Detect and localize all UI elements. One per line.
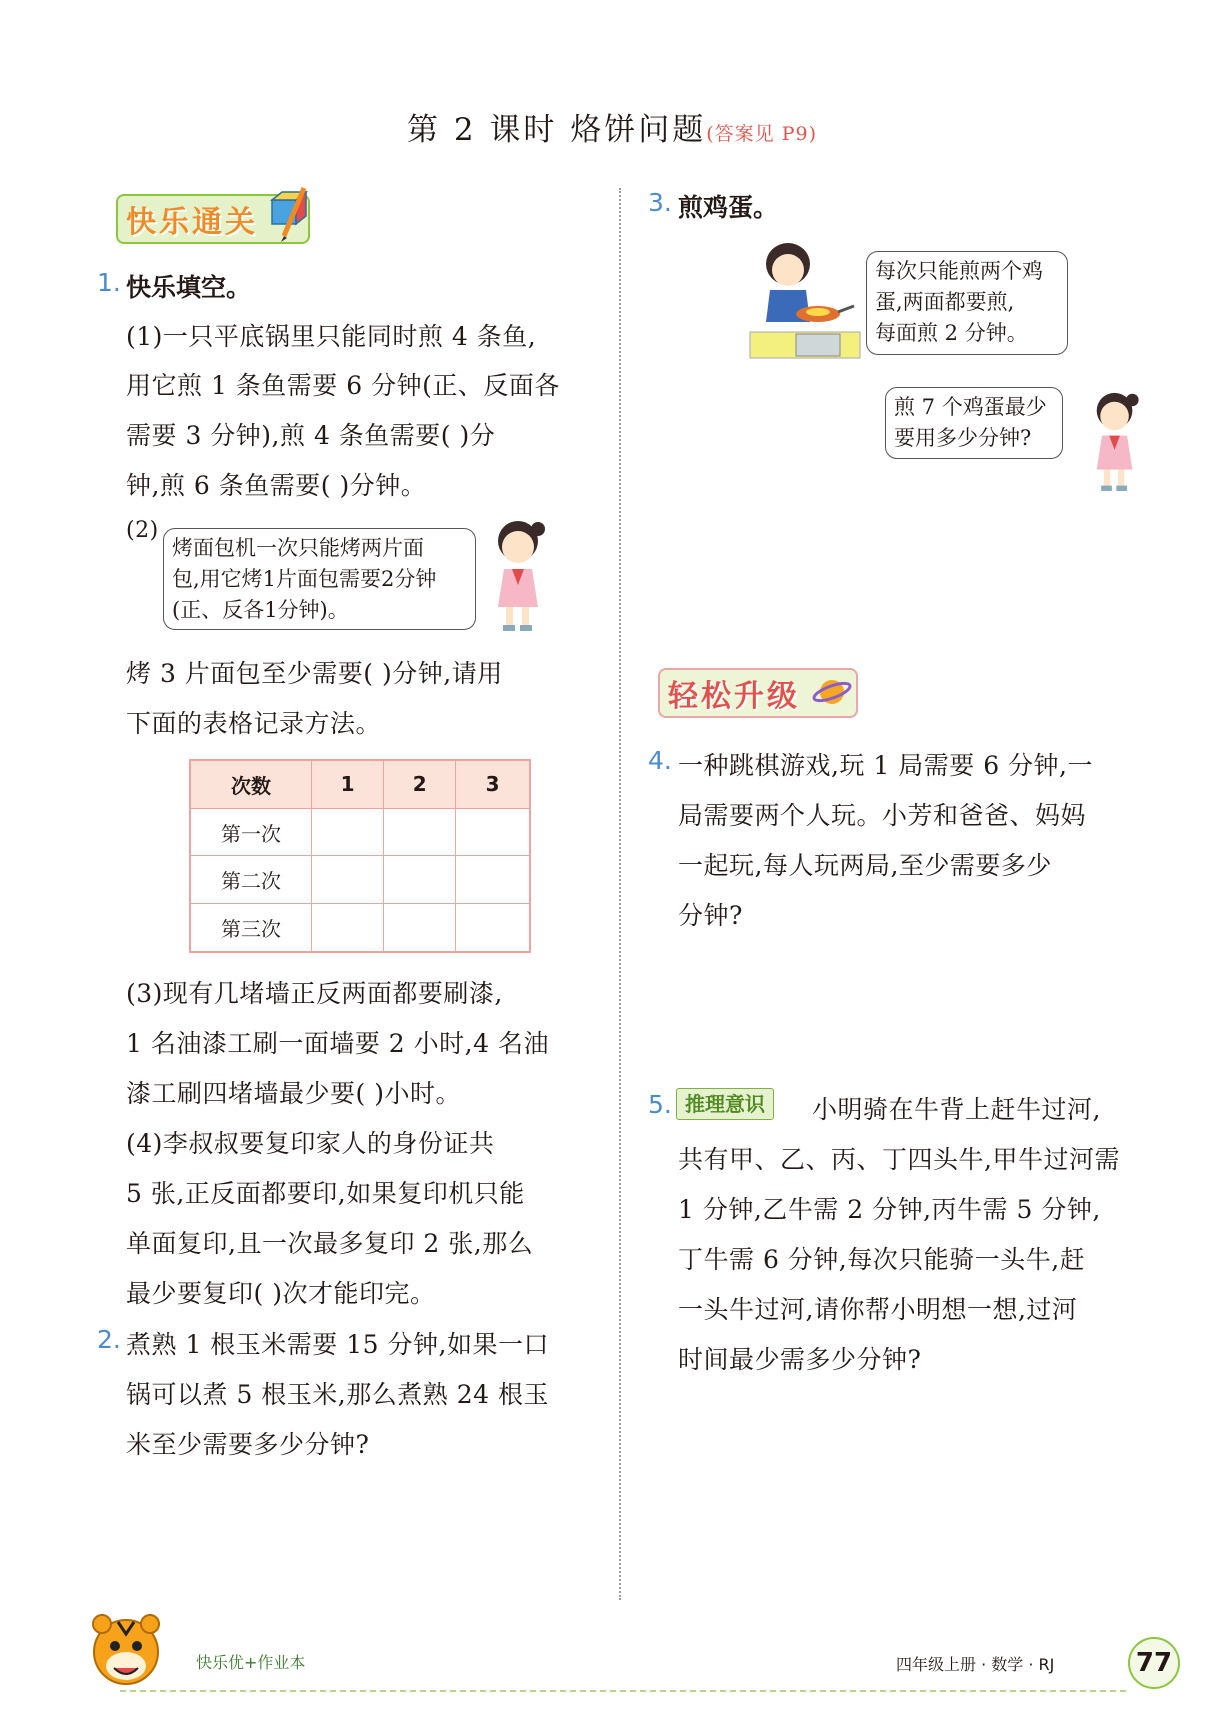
planet-icon [812, 672, 852, 712]
page-number: 77 [1128, 1637, 1180, 1689]
table-header-cell: 次数 [190, 760, 312, 808]
lesson-title: 第 2 课时 烙饼问题 [406, 112, 707, 148]
question-2-number: 2. [97, 1325, 121, 1354]
question-4-number: 4. [648, 746, 672, 775]
bubble-line-1: 烤面包机一次只能烤两片面 [172, 536, 424, 560]
table-header-row [190, 760, 530, 808]
table-row-label: 第三次 [190, 904, 312, 952]
reasoning-tag: 推理意识 [676, 1088, 774, 1120]
table-blank-cell[interactable] [312, 856, 384, 904]
q4-line-4: 分钟? [678, 901, 743, 930]
q1-part3-line-1: (3)现有几堵墙正反两面都要刷漆, [126, 979, 503, 1008]
speech-bubble-eggs-question [885, 387, 1063, 459]
section-banner-kuaile [116, 194, 310, 244]
section-banner-label: 快乐通关 [126, 205, 258, 240]
question-5-number: 5. [648, 1090, 672, 1119]
table-header-cell: 1 [312, 760, 384, 808]
section-banner-label: 轻松升级 [668, 679, 800, 714]
tiger-mascot-icon [88, 1610, 164, 1692]
table-blank-cell[interactable] [456, 808, 530, 856]
table-blank-cell[interactable] [312, 904, 384, 952]
table-blank-cell[interactable] [312, 808, 384, 856]
question-3-number: 3. [648, 188, 672, 217]
q5-line-5: 一头牛过河,请你帮小明想一想,过河 [678, 1295, 1078, 1324]
girl-illustration-icon [1086, 381, 1152, 501]
section-banner-qingsong [658, 668, 858, 718]
q1-part1-line-3: 需要 3 分钟),煎 4 条鱼需要( )分 [126, 421, 496, 450]
q1-part4-line-4: 最少要复印( )次才能印完。 [126, 1279, 436, 1308]
q2-line-3: 米至少需要多少分钟? [126, 1430, 370, 1459]
q2-line-1: 煮熟 1 根玉米需要 15 分钟,如果一口 [126, 1330, 549, 1359]
table-row-label: 第一次 [190, 808, 312, 856]
question-3-heading: 煎鸡蛋。 [678, 193, 779, 222]
girl-illustration-icon [486, 515, 560, 635]
question-1-heading: 快乐填空。 [126, 273, 252, 302]
q1-part1-line-2: 用它煎 1 条鱼需要 6 分钟(正、反面各 [126, 371, 560, 400]
q5-line-2: 共有甲、乙、丙、丁四头牛,甲牛过河需 [678, 1145, 1120, 1174]
q5-line-4: 丁牛需 6 分钟,每次只能骑一头牛,赶 [678, 1245, 1086, 1274]
toast-record-table [189, 759, 531, 953]
table-header-cell: 2 [384, 760, 456, 808]
bubble-line-2: 要用多少分钟? [894, 426, 1032, 450]
table-row [190, 808, 530, 856]
column-divider [619, 188, 621, 1600]
table-blank-cell[interactable] [384, 856, 456, 904]
bubble-line-1: 每次只能煎两个鸡 [875, 259, 1043, 283]
bubble-line-2: 蛋,两面都要煎, [875, 290, 1015, 314]
bubble-line-3: 每面煎 2 分钟。 [875, 321, 1028, 345]
speech-bubble-toaster [163, 528, 476, 630]
q5-line-1: 小明骑在牛背上赶牛过河, [812, 1095, 1101, 1124]
q1-part4-line-2: 5 张,正反面都要印,如果复印机只能 [126, 1179, 525, 1208]
q2-line-2: 锅可以煮 5 根玉米,那么煮熟 24 根玉 [126, 1380, 549, 1409]
table-blank-cell[interactable] [456, 904, 530, 952]
q5-line-3: 1 分钟,乙牛需 2 分钟,丙牛需 5 分钟, [678, 1195, 1101, 1224]
pencil-cube-icon [268, 186, 310, 242]
question-1-number: 1. [97, 268, 121, 297]
footer-book-info: 四年级上册 · 数学 · RJ [896, 1655, 1055, 1674]
q1-part1-line-4: 钟,煎 6 条鱼需要( )分钟。 [126, 471, 427, 500]
girl-cooking-eggs-icon [748, 240, 862, 362]
q1-part3-line-2: 1 名油漆工刷一面墙要 2 小时,4 名油 [126, 1029, 549, 1058]
table-blank-cell[interactable] [384, 904, 456, 952]
q1-part2-line-1: 烤 3 片面包至少需要( )分钟,请用 [126, 659, 503, 688]
q4-line-1: 一种跳棋游戏,玩 1 局需要 6 分钟,一 [678, 751, 1093, 780]
q1-part2-line-2: 下面的表格记录方法。 [126, 709, 382, 738]
bubble-line-2: 包,用它烤1片面包需要2分钟 [172, 567, 437, 591]
q1-part2-label: (2) [126, 518, 159, 543]
q1-part4-line-3: 单面复印,且一次最多复印 2 张,那么 [126, 1229, 534, 1258]
table-row [190, 904, 530, 952]
q1-part1-line-1: (1)一只平底锅里只能同时煎 4 条鱼, [126, 322, 537, 351]
q5-line-6: 时间最少需多少分钟? [678, 1345, 922, 1374]
table-header-cell: 3 [456, 760, 530, 808]
answer-reference: (答案见 P9) [706, 123, 818, 145]
table-row-label: 第二次 [190, 856, 312, 904]
table-blank-cell[interactable] [384, 808, 456, 856]
footer-divider [120, 1690, 1126, 1692]
q1-part4-line-1: (4)李叔叔要复印家人的身份证共 [126, 1129, 495, 1158]
bubble-line-3: (正、反各1分钟)。 [172, 598, 349, 622]
footer-brand: 快乐优+作业本 [196, 1653, 306, 1672]
q4-line-3: 一起玩,每人玩两局,至少需要多少 [678, 851, 1052, 880]
speech-bubble-eggs-rule [866, 251, 1068, 355]
q4-line-2: 局需要两个人玩。小芳和爸爸、妈妈 [678, 801, 1087, 830]
table-blank-cell[interactable] [456, 856, 530, 904]
bubble-line-1: 煎 7 个鸡蛋最少 [894, 395, 1047, 419]
table-row [190, 856, 530, 904]
q1-part3-line-3: 漆工刷四堵墙最少要( )小时。 [126, 1079, 461, 1108]
page-title [0, 104, 1224, 149]
